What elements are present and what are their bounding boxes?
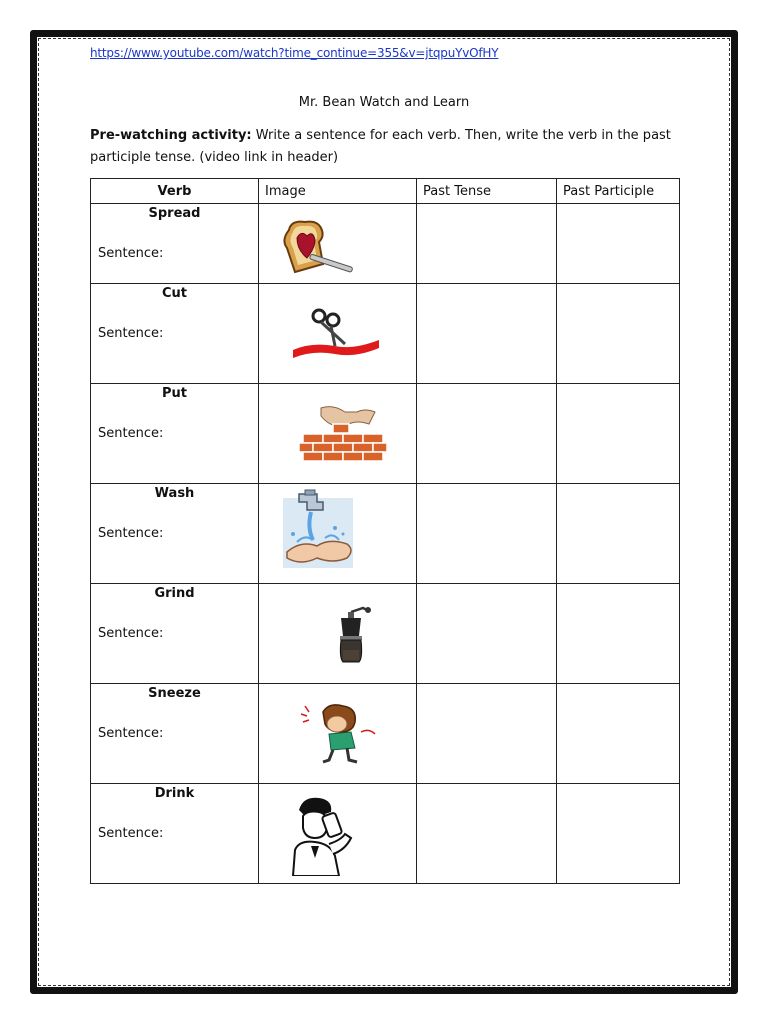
coffee-grinder-icon — [331, 604, 375, 666]
verb-cell — [91, 584, 259, 684]
header-image: Image — [259, 179, 417, 204]
table-row — [91, 284, 680, 384]
past-participle-cell[interactable] — [557, 204, 680, 284]
past-participle-cell[interactable] — [557, 784, 680, 884]
verb-name: Sneeze — [148, 686, 201, 701]
table-row — [91, 204, 680, 284]
verb-name: Cut — [161, 286, 187, 301]
sentence-label: Sentence: — [98, 246, 164, 261]
scissors-ribbon-icon — [291, 306, 381, 362]
image-cell — [259, 384, 417, 484]
verb-cell — [91, 784, 259, 884]
past-participle-cell[interactable] — [557, 584, 680, 684]
sneezing-person-icon — [299, 702, 379, 764]
image-cell — [259, 584, 417, 684]
table-row — [91, 584, 680, 684]
verb-name: Drink — [154, 786, 195, 801]
verb-cell — [91, 484, 259, 584]
brick-wall-icon — [299, 406, 387, 464]
washing-hands-icon — [277, 488, 361, 576]
sentence-label: Sentence: — [98, 826, 164, 841]
table-row — [91, 784, 680, 884]
page-title: Mr. Bean Watch and Learn — [298, 95, 470, 110]
verb-name: Put — [162, 386, 187, 401]
verb-cell — [91, 284, 259, 384]
image-cell — [259, 484, 417, 584]
toast-spread-icon — [281, 218, 363, 278]
verb-table — [90, 178, 680, 884]
header-past-tense: Past Tense — [417, 179, 557, 204]
verb-cell — [91, 204, 259, 284]
past-participle-cell[interactable] — [557, 484, 680, 584]
past-tense-cell[interactable] — [417, 484, 557, 584]
past-tense-cell[interactable] — [417, 204, 557, 284]
header-past-participle: Past Participle — [557, 179, 680, 204]
image-cell — [259, 204, 417, 284]
drinking-boy-icon — [285, 794, 359, 876]
sentence-label: Sentence: — [98, 326, 164, 341]
verb-cell — [91, 384, 259, 484]
image-cell — [259, 284, 417, 384]
instructions-label: Pre-watching activity: — [90, 128, 252, 143]
sentence-label: Sentence: — [98, 626, 164, 641]
verb-name: Grind — [154, 586, 195, 601]
table-row — [91, 684, 680, 784]
instructions-text: Write a sentence for each verb. Then, write the verb in the past participle tense. (video link in header) — [90, 128, 671, 165]
verb-cell — [91, 684, 259, 784]
past-participle-cell[interactable] — [557, 684, 680, 784]
past-participle-cell[interactable] — [557, 384, 680, 484]
sentence-label: Sentence: — [98, 726, 164, 741]
sentence-label: Sentence: — [98, 426, 164, 441]
verb-name: Spread — [148, 206, 201, 221]
past-tense-cell[interactable] — [417, 684, 557, 784]
past-participle-cell[interactable] — [557, 284, 680, 384]
past-tense-cell[interactable] — [417, 384, 557, 484]
image-cell — [259, 684, 417, 784]
image-cell — [259, 784, 417, 884]
header-verb: Verb — [91, 179, 259, 204]
instructions — [90, 125, 680, 169]
video-link[interactable]: https://www.youtube.com/watch?time_continue=355&v=jtqpuYvOfHY — [90, 46, 499, 60]
table-row — [91, 384, 680, 484]
sentence-label: Sentence: — [98, 526, 164, 541]
past-tense-cell[interactable] — [417, 284, 557, 384]
past-tense-cell[interactable] — [417, 584, 557, 684]
verb-name: Wash — [154, 486, 195, 501]
table-header-row — [91, 179, 680, 204]
table-row — [91, 484, 680, 584]
past-tense-cell[interactable] — [417, 784, 557, 884]
